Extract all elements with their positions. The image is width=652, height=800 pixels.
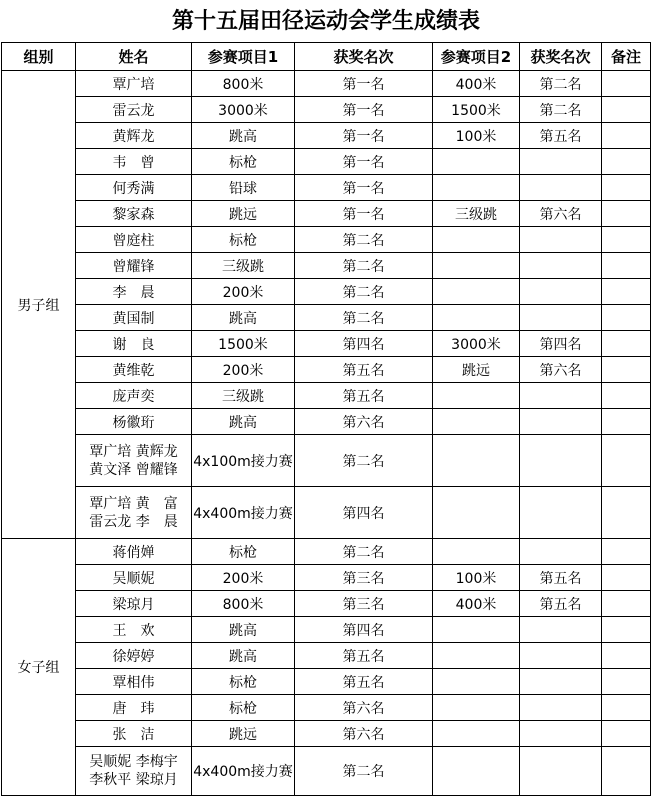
note-cell (602, 643, 651, 669)
name-cell: 覃广培 (76, 71, 192, 97)
header-note: 备注 (602, 43, 651, 71)
table-row (2, 409, 651, 435)
name-cell: 李 晨 (76, 279, 192, 305)
name-cell: 黄辉龙 (76, 123, 192, 149)
event1-cell: 标枪 (192, 695, 295, 721)
event2-cell (433, 539, 520, 565)
rank2-cell: 第五名 (520, 591, 602, 617)
rank1-cell: 第四名 (295, 487, 433, 539)
event2-cell (433, 747, 520, 796)
name-cell: 徐婷婷 (76, 643, 192, 669)
note-cell (602, 539, 651, 565)
table-row (2, 695, 651, 721)
note-cell (602, 331, 651, 357)
event1-cell: 跳高 (192, 643, 295, 669)
event2-cell (433, 149, 520, 175)
rank2-cell: 第六名 (520, 357, 602, 383)
note-cell (602, 123, 651, 149)
rank2-cell (520, 617, 602, 643)
event2-cell (433, 669, 520, 695)
event1-cell: 4x100m接力赛 (192, 435, 295, 487)
rank1-cell: 第六名 (295, 409, 433, 435)
rank1-cell: 第一名 (295, 175, 433, 201)
rank1-cell: 第二名 (295, 227, 433, 253)
name-cell: 黄维乾 (76, 357, 192, 383)
table-row (2, 591, 651, 617)
note-cell (602, 591, 651, 617)
rank2-cell (520, 643, 602, 669)
rank2-cell (520, 435, 602, 487)
table-row (2, 435, 651, 487)
note-cell (602, 747, 651, 796)
name-cell: 雷云龙 (76, 97, 192, 123)
rank1-cell: 第五名 (295, 643, 433, 669)
name-cell: 黎家森 (76, 201, 192, 227)
rank2-cell (520, 721, 602, 747)
table-row (2, 539, 651, 565)
note-cell (602, 279, 651, 305)
event1-cell: 跳高 (192, 617, 295, 643)
name-cell: 曾耀锋 (76, 253, 192, 279)
table-row (2, 123, 651, 149)
rank1-cell: 第二名 (295, 253, 433, 279)
table-row (2, 643, 651, 669)
rank2-cell (520, 175, 602, 201)
table-row (2, 617, 651, 643)
event1-cell: 跳高 (192, 123, 295, 149)
note-cell (602, 487, 651, 539)
header-rank1: 获奖名次 (295, 43, 433, 71)
rank2-cell (520, 305, 602, 331)
rank1-cell: 第一名 (295, 201, 433, 227)
table-row (2, 149, 651, 175)
event1-cell: 铅球 (192, 175, 295, 201)
name-cell: 曾庭柱 (76, 227, 192, 253)
name-cell: 唐 玮 (76, 695, 192, 721)
event2-cell (433, 253, 520, 279)
event1-cell: 200米 (192, 565, 295, 591)
event1-cell: 三级跳 (192, 253, 295, 279)
rank2-cell: 第五名 (520, 123, 602, 149)
table-row (2, 97, 651, 123)
rank1-cell: 第二名 (295, 539, 433, 565)
note-cell (602, 201, 651, 227)
event2-cell: 3000米 (433, 331, 520, 357)
rank1-cell: 第一名 (295, 71, 433, 97)
rank1-cell: 第五名 (295, 383, 433, 409)
name-cell: 庞声奕 (76, 383, 192, 409)
table-row (2, 253, 651, 279)
event1-cell: 标枪 (192, 669, 295, 695)
event2-cell: 三级跳 (433, 201, 520, 227)
event2-cell (433, 279, 520, 305)
rank1-cell: 第二名 (295, 435, 433, 487)
rank1-cell: 第六名 (295, 695, 433, 721)
rank1-cell: 第五名 (295, 357, 433, 383)
note-cell (602, 383, 651, 409)
name-cell: 覃广培 黄 富 雷云龙 李 晨 (76, 487, 192, 539)
rank2-cell (520, 149, 602, 175)
rank2-cell (520, 539, 602, 565)
name-cell: 王 欢 (76, 617, 192, 643)
group-label: 女子组 (2, 539, 76, 796)
rank2-cell (520, 409, 602, 435)
event2-cell (433, 721, 520, 747)
rank2-cell (520, 487, 602, 539)
table-row (2, 357, 651, 383)
event1-cell: 三级跳 (192, 383, 295, 409)
event2-cell: 400米 (433, 71, 520, 97)
event2-cell (433, 487, 520, 539)
rank1-cell: 第二名 (295, 279, 433, 305)
table-row (2, 331, 651, 357)
event1-cell: 800米 (192, 591, 295, 617)
rank1-cell: 第五名 (295, 669, 433, 695)
header-row (2, 43, 651, 71)
note-cell (602, 409, 651, 435)
event1-cell: 3000米 (192, 97, 295, 123)
rank2-cell: 第四名 (520, 331, 602, 357)
name-cell: 梁琼月 (76, 591, 192, 617)
rank1-cell: 第三名 (295, 565, 433, 591)
rank2-cell (520, 279, 602, 305)
table-row (2, 487, 651, 539)
name-cell: 吴顺妮 (76, 565, 192, 591)
header-name: 姓名 (76, 43, 192, 71)
event2-cell (433, 227, 520, 253)
note-cell (602, 721, 651, 747)
event1-cell: 跳高 (192, 409, 295, 435)
note-cell (602, 669, 651, 695)
table-row (2, 279, 651, 305)
event2-cell: 跳远 (433, 357, 520, 383)
event1-cell: 4x400m接力赛 (192, 747, 295, 796)
rank2-cell (520, 695, 602, 721)
page-title: 第十五届田径运动会学生成绩表 (171, 8, 480, 34)
rank1-cell: 第二名 (295, 747, 433, 796)
rank1-cell: 第四名 (295, 331, 433, 357)
rank2-cell (520, 383, 602, 409)
event2-cell (433, 305, 520, 331)
name-cell: 韦 曾 (76, 149, 192, 175)
header-event2: 参赛项目2 (433, 43, 520, 71)
name-cell: 黄国制 (76, 305, 192, 331)
note-cell (602, 305, 651, 331)
note-cell (602, 175, 651, 201)
header-group: 组别 (2, 43, 76, 71)
rank1-cell: 第三名 (295, 591, 433, 617)
name-cell: 覃广培 黄辉龙 黄文泽 曾耀锋 (76, 435, 192, 487)
table-row (2, 201, 651, 227)
rank1-cell: 第六名 (295, 721, 433, 747)
table-row (2, 71, 651, 97)
rank2-cell: 第五名 (520, 565, 602, 591)
rank1-cell: 第一名 (295, 149, 433, 175)
note-cell (602, 97, 651, 123)
name-cell: 何秀满 (76, 175, 192, 201)
rank1-cell: 第二名 (295, 305, 433, 331)
note-cell (602, 253, 651, 279)
event2-cell (433, 435, 520, 487)
event2-cell: 400米 (433, 591, 520, 617)
event1-cell: 200米 (192, 357, 295, 383)
name-cell: 张 洁 (76, 721, 192, 747)
note-cell (602, 617, 651, 643)
table-row (2, 227, 651, 253)
name-cell: 谢 良 (76, 331, 192, 357)
table-row (2, 175, 651, 201)
note-cell (602, 227, 651, 253)
note-cell (602, 565, 651, 591)
event1-cell: 跳远 (192, 201, 295, 227)
table-row (2, 305, 651, 331)
table-row (2, 669, 651, 695)
event1-cell: 1500米 (192, 331, 295, 357)
event2-cell: 1500米 (433, 97, 520, 123)
rank1-cell: 第一名 (295, 123, 433, 149)
rank2-cell: 第二名 (520, 97, 602, 123)
event1-cell: 标枪 (192, 227, 295, 253)
results-table (1, 42, 651, 796)
event2-cell (433, 695, 520, 721)
event2-cell (433, 409, 520, 435)
header-event1: 参赛项目1 (192, 43, 295, 71)
table-body (2, 71, 651, 796)
event2-cell (433, 643, 520, 669)
name-cell: 吴顺妮 李梅宇 李秋平 梁琼月 (76, 747, 192, 796)
note-cell (602, 71, 651, 97)
rank2-cell: 第二名 (520, 71, 602, 97)
event2-cell: 100米 (433, 123, 520, 149)
event1-cell: 标枪 (192, 539, 295, 565)
note-cell (602, 435, 651, 487)
event2-cell (433, 175, 520, 201)
rank1-cell: 第一名 (295, 97, 433, 123)
name-cell: 蒋俏婵 (76, 539, 192, 565)
event1-cell: 跳高 (192, 305, 295, 331)
table-row (2, 565, 651, 591)
event1-cell: 4x400m接力赛 (192, 487, 295, 539)
rank2-cell (520, 747, 602, 796)
table-row (2, 721, 651, 747)
table-row (2, 383, 651, 409)
rank2-cell: 第六名 (520, 201, 602, 227)
rank1-cell: 第四名 (295, 617, 433, 643)
event1-cell: 跳远 (192, 721, 295, 747)
table-row (2, 747, 651, 796)
event1-cell: 200米 (192, 279, 295, 305)
event1-cell: 标枪 (192, 149, 295, 175)
rank2-cell (520, 227, 602, 253)
note-cell (602, 357, 651, 383)
event1-cell: 800米 (192, 71, 295, 97)
group-label: 男子组 (2, 71, 76, 539)
event2-cell (433, 383, 520, 409)
event2-cell (433, 617, 520, 643)
rank2-cell (520, 253, 602, 279)
name-cell: 杨徽珩 (76, 409, 192, 435)
rank2-cell (520, 669, 602, 695)
name-cell: 覃相伟 (76, 669, 192, 695)
note-cell (602, 149, 651, 175)
header-rank2: 获奖名次 (520, 43, 602, 71)
event2-cell: 100米 (433, 565, 520, 591)
note-cell (602, 695, 651, 721)
